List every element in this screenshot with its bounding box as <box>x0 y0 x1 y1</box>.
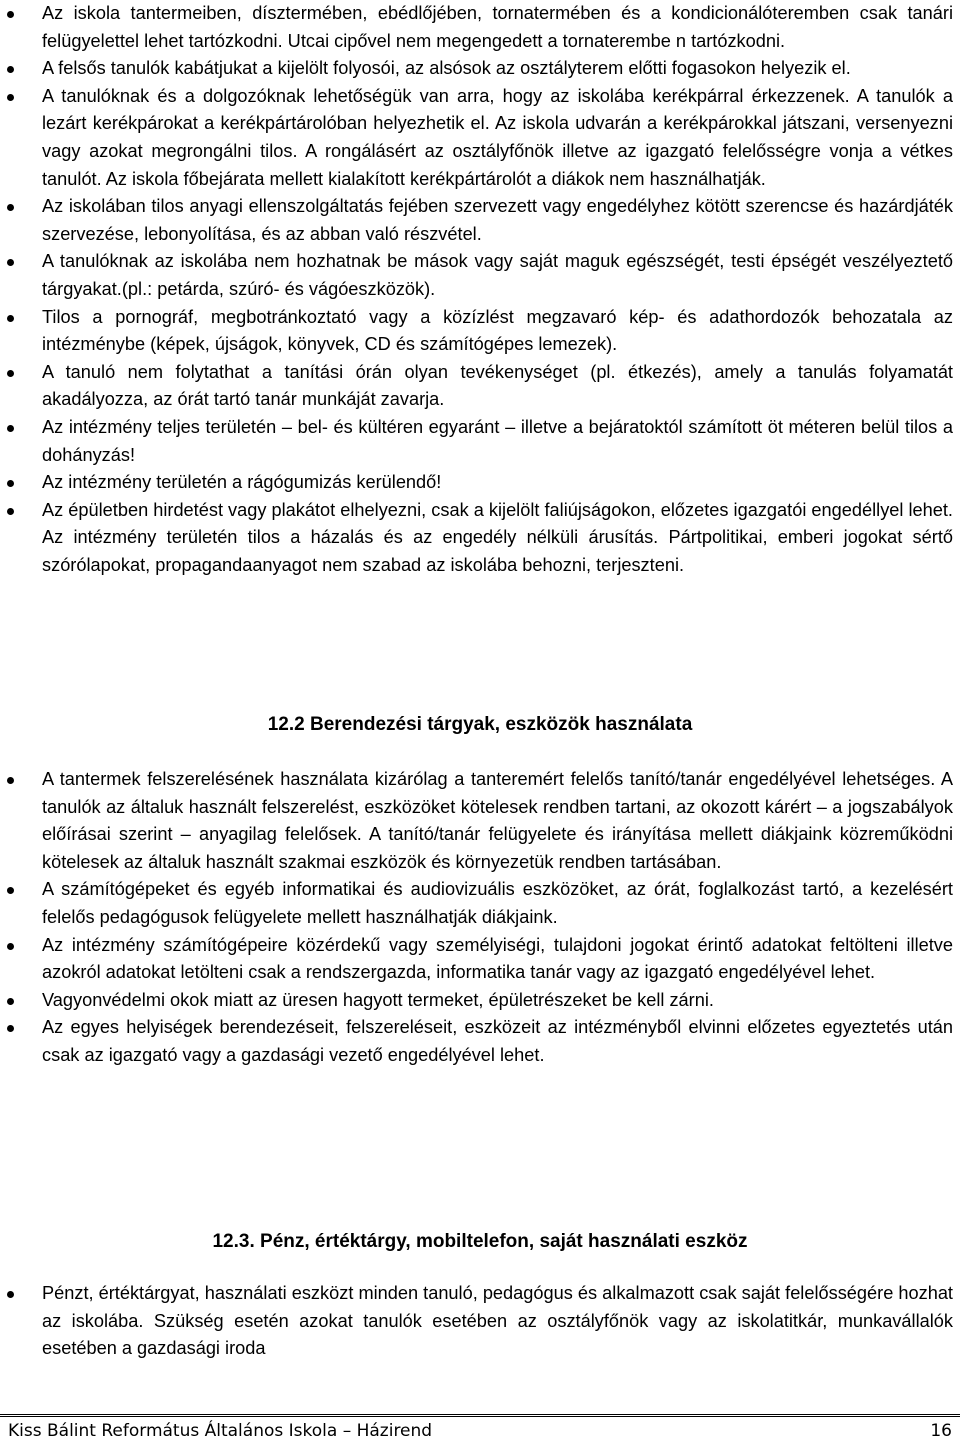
list-item: A tanuló nem folytathat a tanítási órán olyan tevékenységet (pl. étkezés), amely a tanulás folyamatát akadályozza, az órát tartó tanár munkáját zavarja. <box>0 359 960 414</box>
bullet-icon <box>7 480 14 487</box>
bullet-icon <box>7 259 14 266</box>
bullet-icon <box>7 315 14 322</box>
bullet-icon <box>7 204 14 211</box>
list-item: Az épületben hirdetést vagy plakátot elhelyezni, csak a kijelölt faliújságokon, előzetes igazgatói engedéllyel lehet. Az intézmény területén tilos a házalás és az engedély nélküli árusítás. Pártpolitikai, emberi jogokat sértő szórólapokat, propagandaanyagot nem szabad az iskolába behozni, terjeszteni. <box>0 497 960 580</box>
rules-list-general <box>0 0 960 579</box>
list-item: Az iskola tantermeiben, dísztermében, ebédlőjében, tornatermében és a kondicionálóteremben csak tanári felügyelettel lehet tartózkodni. Utcai cipővel nem megengedett a tornaterembe n tartózkodni. <box>0 0 960 55</box>
bullet-icon <box>7 887 14 894</box>
list-item: A tantermek felszerelésének használata kizárólag a tanteremért felelős tanító/tanár engedélyével lehetséges. A tanulók az általuk használt felszerelést, eszközöket kötelesek rendben tartani, az okozott kárért – a jogszabályok előírásai szerint – anyagilag felelősek. A tanító/tanár felügyelete és irányítása mellett diákjaink közreműködni kötelesek az általuk használt szakmai eszközök és környezetük rendben tartásában. <box>0 766 960 876</box>
list-item: Pénzt, értéktárgyat, használati eszközt minden tanuló, pedagógus és alkalmazott csak saját felelősségére hozhat az iskolába. Szükség esetén azokat tanulók esetében az osztályfőnök vagy az iskolatitkár, munkavállalók esetében a gazdasági iroda <box>0 1280 960 1363</box>
list-item: A tanulóknak és a dolgozóknak lehetőségük van arra, hogy az iskolába kerékpárral érkezzenek. A tanulók a lezárt kerékpárokat a kerékpártárolóban helyezhetik el. Az iskola udvarán a kerékpárokkal játszani, versenyezni vagy azokat megrongálni tilos. A rongálásért az osztályfőnök illetve az igazgató felelősségre vonja a vétkes tanulót. Az iskola főbejárata mellett kialakított kerékpártárolót a diákok nem használhatják. <box>0 83 960 193</box>
list-item: Az iskolában tilos anyagi ellenszolgáltatás fejében szervezett vagy engedélyhez kötött szerencse és hazárdjáték szervezése, lebonyolítása, és az abban való részvétel. <box>0 193 960 248</box>
rules-list-equipment <box>0 766 960 1070</box>
list-item: A számítógépeket és egyéb informatikai és audiovizuális eszközöket, az órát, foglalkozást tartó, a kezelésért felelős pedagógusok felügyelete mellett használhatják diákjaink. <box>0 876 960 931</box>
bullet-icon <box>7 943 14 950</box>
bullet-icon <box>7 1291 14 1298</box>
bullet-icon <box>7 11 14 18</box>
list-item: Az intézmény teljes területén – bel- és kültéren egyaránt – illetve a bejáratoktól számított öt méteren belül tilos a dohányzás! <box>0 414 960 469</box>
bullet-icon <box>7 66 14 73</box>
list-item: Az intézmény területén a rágógumizás kerülendő! <box>0 469 960 497</box>
bullet-icon <box>7 998 14 1005</box>
section-heading-valuables: 12.3. Pénz, értéktárgy, mobiltelefon, saját használati eszköz <box>212 1231 748 1252</box>
section-heading-equipment: 12.2 Berendezési tárgyak, eszközök használata <box>267 714 693 735</box>
list-item: Az egyes helyiségek berendezéseit, felszereléseit, eszközeit az intézményből elvinni előzetes egyeztetés után csak az igazgató vagy a gazdasági vezető engedélyével lehet. <box>0 1014 960 1069</box>
rules-list-valuables <box>0 1280 960 1363</box>
bullet-icon <box>7 94 14 101</box>
list-item: A felsős tanulók kabátjukat a kijelölt folyosói, az alsósok az osztályterem előtti fogasokon helyezik el. <box>0 55 960 83</box>
page-number: 16 <box>930 1421 952 1441</box>
bullet-icon <box>7 370 14 377</box>
list-item: Az intézmény számítógépeire közérdekű vagy személyiségi, tulajdoni jogokat érintő adatokat feltölteni illetve azokról adatokat letölteni csak a rendszergazda, informatika tanár vagy az igazgató engedélyével lehet. <box>0 932 960 987</box>
footer-title: Kiss Bálint Református Általános Iskola – Házirend <box>8 1421 433 1441</box>
bullet-icon <box>7 1025 14 1032</box>
page-footer <box>0 1414 960 1445</box>
list-item: A tanulóknak az iskolába nem hozhatnak be mások vagy saját maguk egészségét, testi épségét veszélyeztető tárgyakat.(pl.: petárda, szúró- és vágóeszközök). <box>0 248 960 303</box>
list-item: Tilos a pornográf, megbotránkoztató vagy a közízlést megzavaró kép- és adathordozók behozatala az intézménybe (képek, újságok, könyvek, CD és számítógépes lemezek). <box>0 304 960 359</box>
bullet-icon <box>7 777 14 784</box>
bullet-icon <box>7 425 14 432</box>
list-item: Vagyonvédelmi okok miatt az üresen hagyott termeket, épületrészeket be kell zárni. <box>0 987 960 1015</box>
bullet-icon <box>7 508 14 515</box>
